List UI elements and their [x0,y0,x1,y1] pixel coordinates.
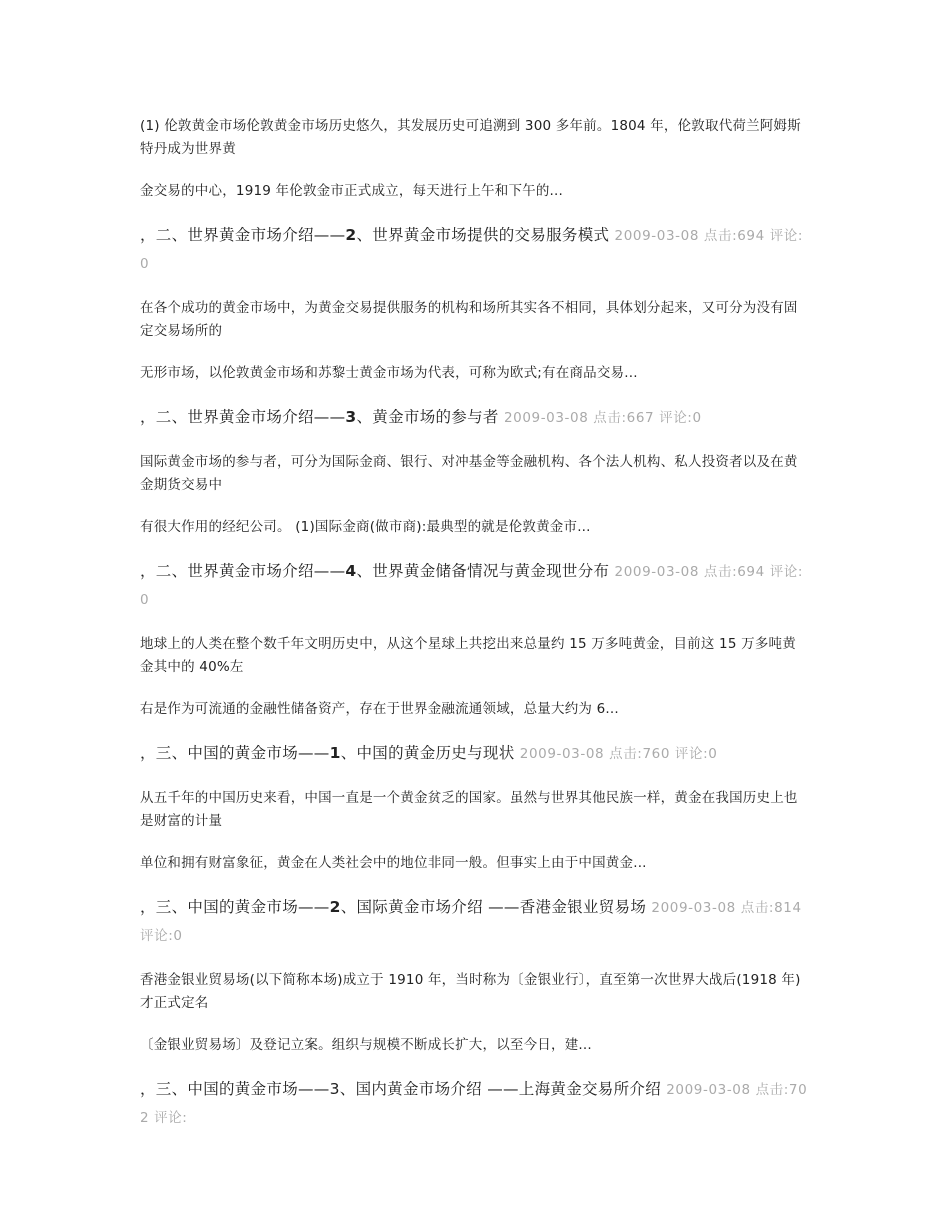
excerpt-line: 地球上的人类在整个数千年文明历史中，从这个星球上共挖出来总量约 15 万多吨黄金，目前这 15 万多吨黄金其中的 40%左 [140,636,796,675]
heading-prefix: ，二、世界黄金市场介绍—— [140,562,346,580]
article-heading-link[interactable] [140,740,808,768]
article-excerpt [140,516,808,539]
article-excerpt [140,451,808,497]
article-excerpt [140,180,808,203]
article-excerpt [140,362,808,385]
heading-title: 3、国内黄金市场介绍 ——上海黄金交易所介绍 [329,1080,661,1098]
excerpt-line: 从五千年的中国历史来看，中国一直是一个黄金贫乏的国家。虽然与世界其他民族一样，黄金在我国历史上也是财富的计量 [140,790,798,829]
article-heading-link[interactable] [140,222,808,278]
heading-prefix: ，三、中国的黄金市场—— [140,898,330,916]
heading-title: 、黄金市场的参与者 [356,408,499,426]
article-heading-link[interactable] [140,894,808,950]
heading-number: 4 [345,562,357,580]
article-meta: 2009-03-08 点击:667 评论:0 [503,410,702,426]
article-excerpt [140,969,808,1015]
article-heading-link[interactable] [140,558,808,614]
excerpt-line: 〔金银业贸易场〕及登记立案。组织与规模不断成长扩大，以至今日，建... [140,1037,592,1053]
article-meta: 2009-03-08 点击:694 评论:0 [140,228,804,272]
heading-prefix: ，三、中国的黄金市场—— [140,744,330,762]
heading-number: 2 [329,898,341,916]
heading-title: 、国际黄金市场介绍 ——香港金银业贸易场 [340,898,647,916]
heading-title: 、中国的黄金历史与现状 [340,744,515,762]
heading-prefix: ，二、世界黄金市场介绍—— [140,408,346,426]
article-meta: 2009-03-08 点击:814 评论:0 [140,900,802,944]
article-excerpt [140,852,808,875]
heading-title: 、世界黄金市场提供的交易服务模式 [356,226,610,244]
excerpt-line: 右是作为可流通的金融性储备资产，存在于世界金融流通领域，总量大约为 6... [140,701,619,717]
article-excerpt [140,698,808,721]
article-excerpt [140,787,808,833]
article-meta: 2009-03-08 点击:694 评论:0 [140,564,804,608]
excerpt-line: 有很大作用的经纪公司。 (1)国际金商(做市商):最典型的就是伦敦黄金市... [140,519,591,535]
heading-number: 2 [345,226,357,244]
excerpt-line: 单位和拥有财富象征，黄金在人类社会中的地位非同一般。但事实上由于中国黄金... [140,855,647,871]
heading-number: 1 [329,744,341,762]
heading-title: 、世界黄金储备情况与黄金现世分布 [356,562,610,580]
article-heading-link[interactable] [140,404,808,432]
article-meta: 2009-03-08 点击:702 评论: [140,1082,808,1126]
excerpt-line: 无形市场，以伦敦黄金市场和苏黎士黄金市场为代表，可称为欧式;有在商品交易... [140,365,638,381]
excerpt-line: 国际黄金市场的参与者，可分为国际金商、银行、对冲基金等金融机构、各个法人机构、私人投资者以及在黄金期货交易中 [140,454,798,493]
article-excerpt [140,1034,808,1057]
heading-number: 3 [345,408,357,426]
excerpt-line: 在各个成功的黄金市场中，为黄金交易提供服务的机构和场所其实各不相同，具体划分起来，又可分为没有固定交易场所的 [140,300,798,339]
article-excerpt [140,633,808,679]
excerpt-line: 金交易的中心，1919 年伦敦金市正式成立，每天进行上午和下午的... [140,183,564,199]
heading-prefix: ，三、中国的黄金市场—— [140,1080,330,1098]
article-list [140,115,808,1151]
article-excerpt [140,115,808,161]
article-meta: 2009-03-08 点击:760 评论:0 [519,746,718,762]
article-heading-link[interactable] [140,1076,808,1132]
article-excerpt [140,297,808,343]
heading-prefix: ，二、世界黄金市场介绍—— [140,226,346,244]
excerpt-line: (1) 伦敦黄金市场伦敦黄金市场历史悠久，其发展历史可追溯到 300 多年前。1804 年，伦敦取代荷兰阿姆斯特丹成为世界黄 [140,118,801,157]
excerpt-line: 香港金银业贸易场(以下简称本场)成立于 1910 年，当时称为〔金银业行〕，直至第一次世界大战后(1918 年)才正式定名 [140,972,801,1011]
